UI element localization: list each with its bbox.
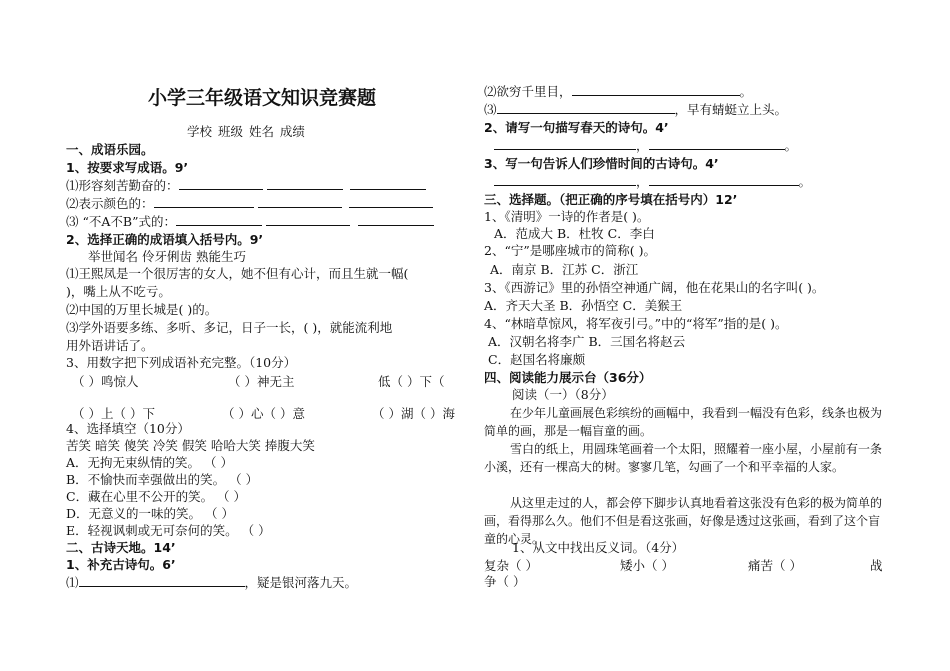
- reading-title: 阅读（一）（8分）: [512, 387, 614, 402]
- choice-q4-options-line1: A．汉朝名将李广 B．三国名将赵云: [488, 334, 686, 349]
- q3-cell: （ ）神无主: [228, 374, 295, 389]
- answer-blank[interactable]: [176, 214, 262, 226]
- q3-cell: （ ）湖（ ）海: [372, 406, 455, 421]
- student-info-line: 学校 班级 姓名 成绩: [187, 124, 305, 139]
- q3-cell: （ ）心（ ）意: [222, 406, 305, 421]
- poem-q1-item-c-text: ，早有蜻蜓立上头。: [674, 102, 788, 117]
- answer-blank[interactable]: [494, 138, 636, 150]
- choice-q1: 1、《清明》一诗的作者是( )。: [484, 209, 650, 224]
- q4-word-bank: 苦笑 暗笑 傻笑 冷笑 假笑 哈哈大笑 捧腹大笑: [66, 438, 315, 453]
- poem-q1-item-c: [484, 102, 787, 118]
- q2-item-2: ⑵中国的万里长城是( )的。: [66, 302, 218, 317]
- choice-q4: 4、“林暗草惊风，将军夜引弓。”中的“将军”指的是( )。: [484, 316, 788, 331]
- poem-q1-item-a-text: ，疑是银河落九天。: [244, 575, 358, 590]
- answer-blank[interactable]: [154, 196, 254, 208]
- antonym-item: 战: [870, 558, 883, 573]
- q2-item-1-line2: )，嘴上从不吃亏。: [66, 284, 171, 299]
- q3-cell: 低（ ）下（: [378, 374, 445, 389]
- q4-item: B．不愉快而幸强做出的笑。 （ ）: [66, 472, 259, 487]
- answer-blank[interactable]: [258, 196, 342, 208]
- poem-q1-item-a: [66, 575, 357, 591]
- answer-blank[interactable]: [494, 174, 636, 186]
- choice-q2: 2、“宁”是哪座城市的简称( )。: [484, 243, 656, 258]
- q2-heading: 2、选择正确的成语填入括号内。9’: [66, 232, 264, 247]
- section-2-heading: 二、古诗天地。14’: [66, 540, 176, 555]
- reading-q1-heading: 1、从文中找出反义词。（4分）: [512, 540, 685, 555]
- comma: ，: [636, 138, 649, 153]
- antonym-item: 复杂（ ）: [484, 558, 538, 573]
- q4-item: C．藏在心里不公开的笑。 （ ）: [66, 489, 247, 504]
- antonym-item: 争（ ）: [484, 574, 526, 589]
- poem-q1-item-c-label: ⑶: [484, 102, 497, 117]
- section-3-heading: 三、选择题。（把正确的序号填在括号内）12’: [484, 192, 738, 207]
- q3-cell: （ ）鸣惊人: [72, 374, 139, 389]
- section-4-heading: 四、阅读能力展示台（36分）: [484, 370, 652, 385]
- answer-blank[interactable]: [497, 102, 675, 114]
- poem-q3-answer: [494, 174, 811, 190]
- section-1-heading: 一、成语乐园。: [66, 142, 154, 157]
- choice-q4-options-line2: C．赵国名将廉颇: [488, 352, 586, 367]
- q1-item-c-label: ⑶ “不A不B”式的：: [66, 214, 176, 229]
- q2-options: 举世闻名 伶牙俐齿 熟能生巧: [88, 249, 246, 264]
- q4-item: A．无拘无束纵情的笑。 （ ）: [66, 455, 233, 470]
- answer-blank[interactable]: [349, 196, 433, 208]
- q2-item-1-line1: ⑴王熙凤是一个很厉害的女人，她不但有心计，而且生就一幅(: [66, 266, 409, 281]
- q1-item-b: [66, 196, 433, 212]
- antonym-item: 矮小（ ）: [620, 558, 674, 573]
- answer-blank[interactable]: [649, 174, 799, 186]
- antonym-item: 痛苦（ ）: [748, 558, 802, 573]
- q1-item-c: [66, 214, 434, 230]
- choice-q3: 3、《西游记》里的孙悟空神通广阔，他在花果山的名字叫( )。: [484, 280, 825, 295]
- period: 。: [739, 84, 753, 99]
- poem-q1-item-b-label: ⑵欲穷千里目，: [484, 84, 572, 99]
- answer-blank[interactable]: [79, 575, 245, 587]
- reading-paragraph: 雪白的纸上，用圆珠笔画着一个太阳，照耀着一座小屋，小屋前有一条小溪，还有一棵高大的树。寥寥几笔，勾画了一个和平幸福的人家。: [484, 442, 883, 474]
- answer-blank[interactable]: [350, 178, 426, 190]
- answer-blank[interactable]: [649, 138, 785, 150]
- q1-heading: 1、按要求写成语。9’: [66, 160, 189, 175]
- answer-blank[interactable]: [179, 178, 263, 190]
- q1-item-a-label: ⑴形容刻苦勤奋的：: [66, 178, 179, 193]
- q1-item-a: [66, 178, 426, 194]
- answer-blank[interactable]: [266, 214, 350, 226]
- poem-q1-heading: 1、补充古诗句。6’: [66, 557, 176, 572]
- choice-q2-options: A．南京 B．江苏 C．浙江: [490, 262, 639, 277]
- choice-q1-options: A．范成大 B．杜牧 C．李白: [494, 226, 655, 241]
- poem-q3-heading: 3、写一句告诉人们珍惜时间的古诗句。4’: [484, 156, 719, 171]
- q3-heading: 3、用数字把下列成语补充完整。（10分）: [66, 355, 297, 370]
- q4-heading: 4、选择填空（10分）: [66, 421, 190, 436]
- reading-paragraph: 从这里走过的人，都会停下脚步认真地看着这张没有色彩的极为简单的画，看得那么久。他们不但是看这张画，好像是透过这张画，看到了这个盲童的心灵。: [484, 496, 883, 546]
- q2-item-3-line2: 用外语讲话了。: [66, 338, 154, 353]
- poem-q2-answer: [494, 138, 797, 154]
- comma: ，: [636, 174, 649, 189]
- choice-q3-options: A．齐天大圣 B．孙悟空 C．美猴王: [484, 298, 683, 313]
- q4-item: E．轻视讽刺或无可奈何的笑。 （ ）: [66, 523, 271, 538]
- period: 。: [784, 138, 798, 153]
- poem-q1-item-b: [484, 84, 752, 100]
- page-title: 小学三年级语文知识竞赛题: [148, 87, 377, 109]
- q4-item: D．无意义的一味的笑。 （ ）: [66, 506, 234, 521]
- answer-blank[interactable]: [267, 178, 343, 190]
- poem-q1-item-a-label: ⑴: [66, 575, 79, 590]
- poem-q2-heading: 2、请写一句描写春天的诗句。4’: [484, 120, 669, 135]
- answer-blank[interactable]: [572, 84, 740, 96]
- answer-blank[interactable]: [358, 214, 434, 226]
- period: 。: [798, 174, 812, 189]
- reading-paragraph: 在少年儿童画展色彩缤纷的画幅中，我看到一幅没有色彩，线条也极为简单的画，那是一幅盲童的画。: [484, 406, 883, 438]
- q1-item-b-label: ⑵表示颜色的：: [66, 196, 154, 211]
- q2-item-3-line1: ⑶学外语要多练、多听、多记，日子一长，( )，就能流利地: [66, 320, 393, 335]
- q3-cell: （ ）上（ ）下: [72, 406, 155, 421]
